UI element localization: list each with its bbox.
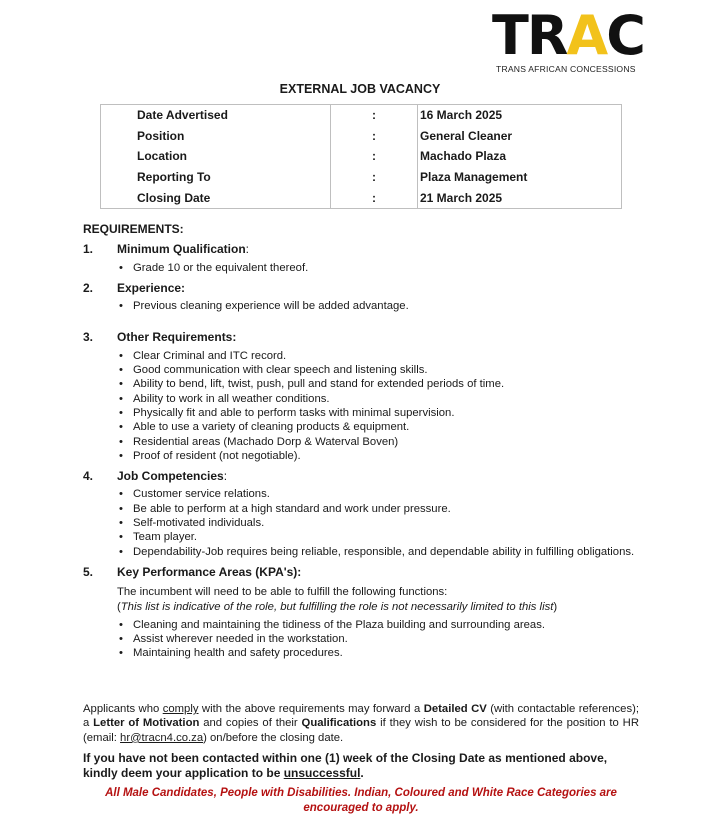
section-other-requirements: [83, 330, 643, 463]
info-label: Position: [101, 126, 331, 147]
section-heading: Other Requirements:: [117, 330, 237, 345]
section-experience: [83, 281, 643, 314]
list-item: • Cleaning and maintaining the tidiness of the Plaza building and surrounding areas.: [133, 618, 643, 632]
bullet-list: [83, 261, 643, 275]
info-value: Plaza Management: [418, 167, 622, 188]
list-item: • Good communication with clear speech and listening skills.: [133, 363, 643, 377]
list-item: • Team player.: [133, 530, 643, 544]
list-item: • Maintaining health and safety procedures.: [133, 646, 643, 660]
info-separator: :: [331, 126, 418, 147]
list-item: • Residential areas (Machado Dorp & Waterval Boven): [133, 435, 643, 449]
bullet-list: [83, 349, 643, 463]
info-value: 21 March 2025: [418, 187, 622, 208]
hr-email-link[interactable]: hr@tracn4.co.za: [120, 731, 204, 744]
requirements-heading: REQUIREMENTS:: [83, 222, 184, 236]
company-logo: [488, 4, 644, 76]
info-row: [101, 126, 622, 147]
list-item: • Clear Criminal and ITC record.: [133, 349, 643, 363]
info-row: [101, 146, 622, 167]
list-item: • Ability to work in all weather conditions.: [133, 392, 643, 406]
list-item: • Able to use a variety of cleaning products & equipment.: [133, 420, 643, 434]
info-label: Date Advertised: [101, 105, 331, 126]
section-number: 5.: [83, 564, 94, 579]
list-item: • Physically fit and able to perform tasks with minimal supervision.: [133, 406, 643, 420]
info-value: General Cleaner: [418, 126, 622, 147]
section-minimum-qualification: [83, 242, 643, 275]
comply-text: comply: [162, 703, 199, 715]
list-item: • Be able to perform at a high standard and work under pressure.: [133, 502, 643, 516]
info-separator: :: [331, 167, 418, 188]
list-item: • Grade 10 or the equivalent thereof.: [133, 261, 643, 275]
list-item: • Dependability-Job requires being reliable, responsible, and dependable ability in fulfilling obligations.: [133, 545, 643, 559]
info-label: Location: [101, 146, 331, 167]
bullet-list: [83, 487, 643, 558]
vacancy-info-table: [100, 104, 622, 209]
list-item: • Ability to bend, lift, twist, push, pull and stand for extended periods of time.: [133, 377, 643, 391]
list-item: • Proof of resident (not negotiable).: [133, 449, 643, 463]
requirements-content: [83, 222, 643, 661]
info-separator: :: [331, 146, 418, 167]
section-number: 2.: [83, 280, 94, 295]
section-number: 3.: [83, 330, 94, 345]
section-heading: Job Competencies:: [117, 469, 228, 484]
kpa-note: (This list is indicative of the role, but fulfilling the role is not necessarily limited to this list): [117, 600, 558, 613]
section-number: 1.: [83, 242, 94, 257]
info-row: [101, 105, 622, 126]
info-value: Machado Plaza: [418, 146, 622, 167]
info-separator: :: [331, 105, 418, 126]
info-row: [101, 167, 622, 188]
section-number: 4.: [83, 469, 94, 484]
section-heading: Minimum Qualification:: [117, 242, 250, 257]
logo-subtitle: TRANS AFRICAN CONCESSIONS: [496, 64, 636, 74]
bullet-list: [83, 618, 643, 661]
application-instructions: Applicants who comply with the above requirements may forward a Detailed CV (with contactable references); a Letter of Motivation and copies of their Qualifications if they wish to be considered for the position to HR (email: hr@tracn4.co.za) on/before the closing date.: [83, 703, 640, 744]
section-key-performance-areas: [83, 565, 643, 661]
section-heading: Experience:: [117, 280, 186, 295]
unsuccessful-notice: If you have not been contacted within one (1) week of the Closing Date as mentioned above, kindly deem your application to be unsuccessful.: [83, 751, 608, 780]
info-row: [101, 187, 622, 208]
logo-wordmark: TRAC: [492, 4, 644, 67]
info-label: Closing Date: [101, 187, 331, 208]
list-item: • Assist wherever needed in the workstation.: [133, 632, 643, 646]
bullet-list: [83, 299, 643, 313]
info-separator: :: [331, 187, 418, 208]
section-job-competencies: [83, 469, 643, 559]
list-item: • Self-motivated individuals.: [133, 516, 643, 530]
list-item: • Previous cleaning experience will be added advantage.: [133, 299, 643, 313]
equity-statement: All Male Candidates, People with Disabilities. Indian, Coloured and White Race Categories are encouraged to apply.: [105, 787, 617, 814]
list-item: • Customer service relations.: [133, 487, 643, 501]
info-value: 16 March 2025: [418, 105, 622, 126]
info-label: Reporting To: [101, 167, 331, 188]
section-heading: Key Performance Areas (KPA's):: [117, 564, 302, 579]
kpa-intro: The incumbent will need to be able to fulfill the following functions:: [117, 586, 448, 599]
page-title: EXTERNAL JOB VACANCY: [279, 82, 441, 96]
